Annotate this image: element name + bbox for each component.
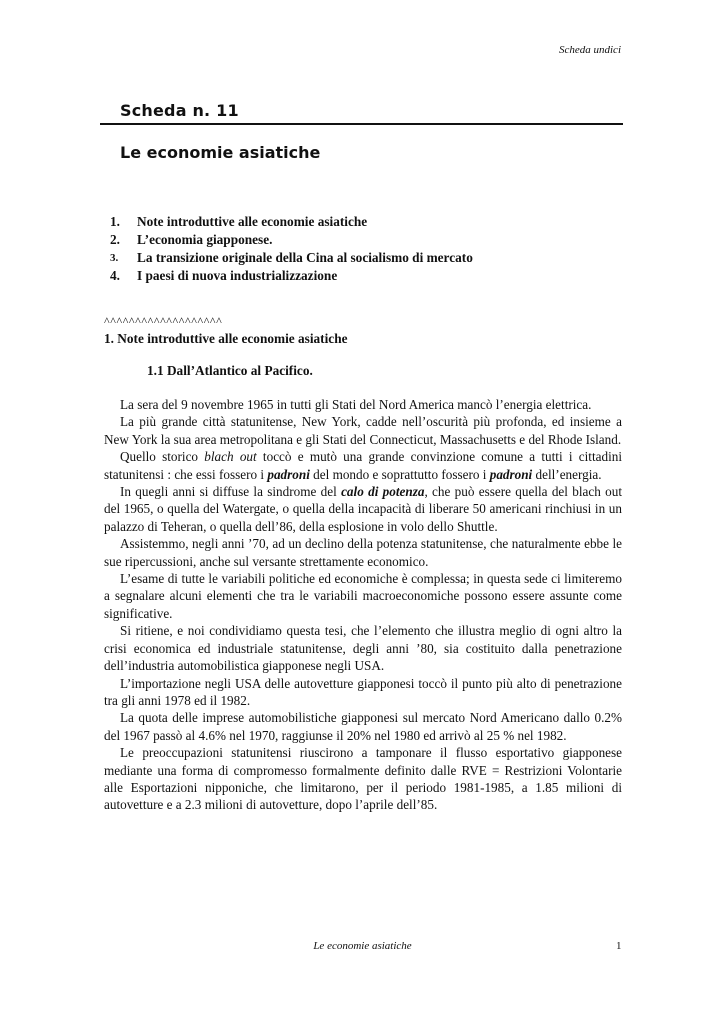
paragraph: La più grande città statunitense, New York, cadde nell’oscurità più profonda, ed insieme a New York la sua area metropolitana e gli Stati del Connecticut, Massachusetts e del Rhode Island. (104, 414, 622, 447)
emphasis-term: padroni (489, 466, 533, 482)
page-title: Scheda n. 11 (120, 101, 239, 120)
toc-label: L’economia giapponese. (137, 232, 273, 247)
paragraph (104, 448, 622, 483)
paragraph: L’importazione negli USA delle autovetture giapponesi toccò il punto più alto di penetrazione tra gli anni 1978 ed il 1982. (104, 675, 622, 708)
toc-label: Note introduttive alle economie asiatiche (137, 214, 368, 229)
italic-term: blach out (204, 449, 257, 465)
text-run: In quegli anni si diffuse la sindrome del (120, 484, 342, 500)
page-number: 1 (616, 940, 622, 952)
section-heading: 1. Note introduttive alle economie asiatiche (104, 331, 348, 346)
footer-title: Le economie asiatiche (313, 940, 412, 952)
toc-number: 3. (110, 252, 119, 264)
toc-label: I paesi di nuova industrializzazione (137, 268, 338, 283)
toc-item (110, 249, 473, 267)
separator-line: ^^^^^^^^^^^^^^^^^^^ (104, 314, 223, 328)
page-subtitle: Le economie asiatiche (120, 143, 321, 162)
running-header: Scheda undici (558, 44, 621, 56)
toc-number: 4. (110, 268, 120, 283)
toc-item (110, 231, 473, 249)
emphasis-term: calo di potenza (341, 484, 425, 500)
paragraph: Si ritiene, e noi condividiamo questa tesi, che l’elemento che illustra meglio di ogni altro la crisi economica ed industriale statunitense, degli anni ’80, sia costituito dalla penetrazione dell’industria automobilistica giapponese negli USA. (104, 623, 622, 674)
text-run: toccò e mutò una grande convinzione comune a tutti i cittadini statunitensi : che essi fossero i (104, 449, 622, 482)
toc-item (110, 213, 473, 231)
paragraph: L’esame di tutte le variabili politiche ed economiche è complessa; in questa sede ci limiteremo a segnalare alcuni elementi che tra le variabili macroeconomiche possono essere assunte come significative. (104, 571, 622, 621)
table-of-contents (110, 213, 473, 285)
paragraph: La sera del 9 novembre 1965 in tutti gli Stati del Nord America mancò l’energia elettrica. (120, 397, 592, 412)
toc-label: La transizione originale della Cina al socialismo di mercato (137, 250, 473, 265)
body-text (104, 396, 622, 814)
subsection-heading: 1.1 Dall’Atlantico al Pacifico. (147, 363, 313, 378)
text-run: del mondo e soprattutto fossero i (309, 466, 490, 482)
text-run: dell’energia. (532, 466, 602, 482)
toc-number: 1. (110, 214, 120, 229)
text-run: Quello storico (120, 449, 205, 465)
paragraph (104, 483, 622, 535)
paragraph: La quota delle imprese automobilistiche giapponesi sul mercato Nord Americano dallo 0.2% del 1967 passò al 4.6% nel 1970, raggiunse il 20% nel 1980 ed arrivò al 25 % nel 1982. (104, 710, 622, 743)
paragraph: Assistemmo, negli anni ’70, ad un declino della potenza statunitense, che naturalmente ebbe le sue ripercussioni, anche sul versante strettamente economico. (104, 536, 622, 569)
toc-number: 2. (110, 232, 120, 247)
emphasis-term: padroni (267, 466, 310, 482)
text-run: , che può essere quella del blach out del 1965, o quella del Watergate, o quella della incapacità di liberare 50 americani rinchiusi in un palazzo di Teheran, o quella dell’86, della esplosione in volo dello Shuttle. (104, 484, 622, 534)
paragraph: Le preoccupazioni statunitensi riuscirono a tamponare il flusso esportativo giapponese mediante una forma di compromesso formalmente definito dalle RVE = Restrizioni Volontarie alle Esportazioni nipponiche, che limitarono, per il periodo 1981-1985, a 1.85 milioni di autovetture e a 2.3 milioni di autovetture, dopo l’aprile dell’85. (104, 745, 622, 813)
toc-item (110, 267, 473, 285)
title-divider (100, 123, 623, 125)
